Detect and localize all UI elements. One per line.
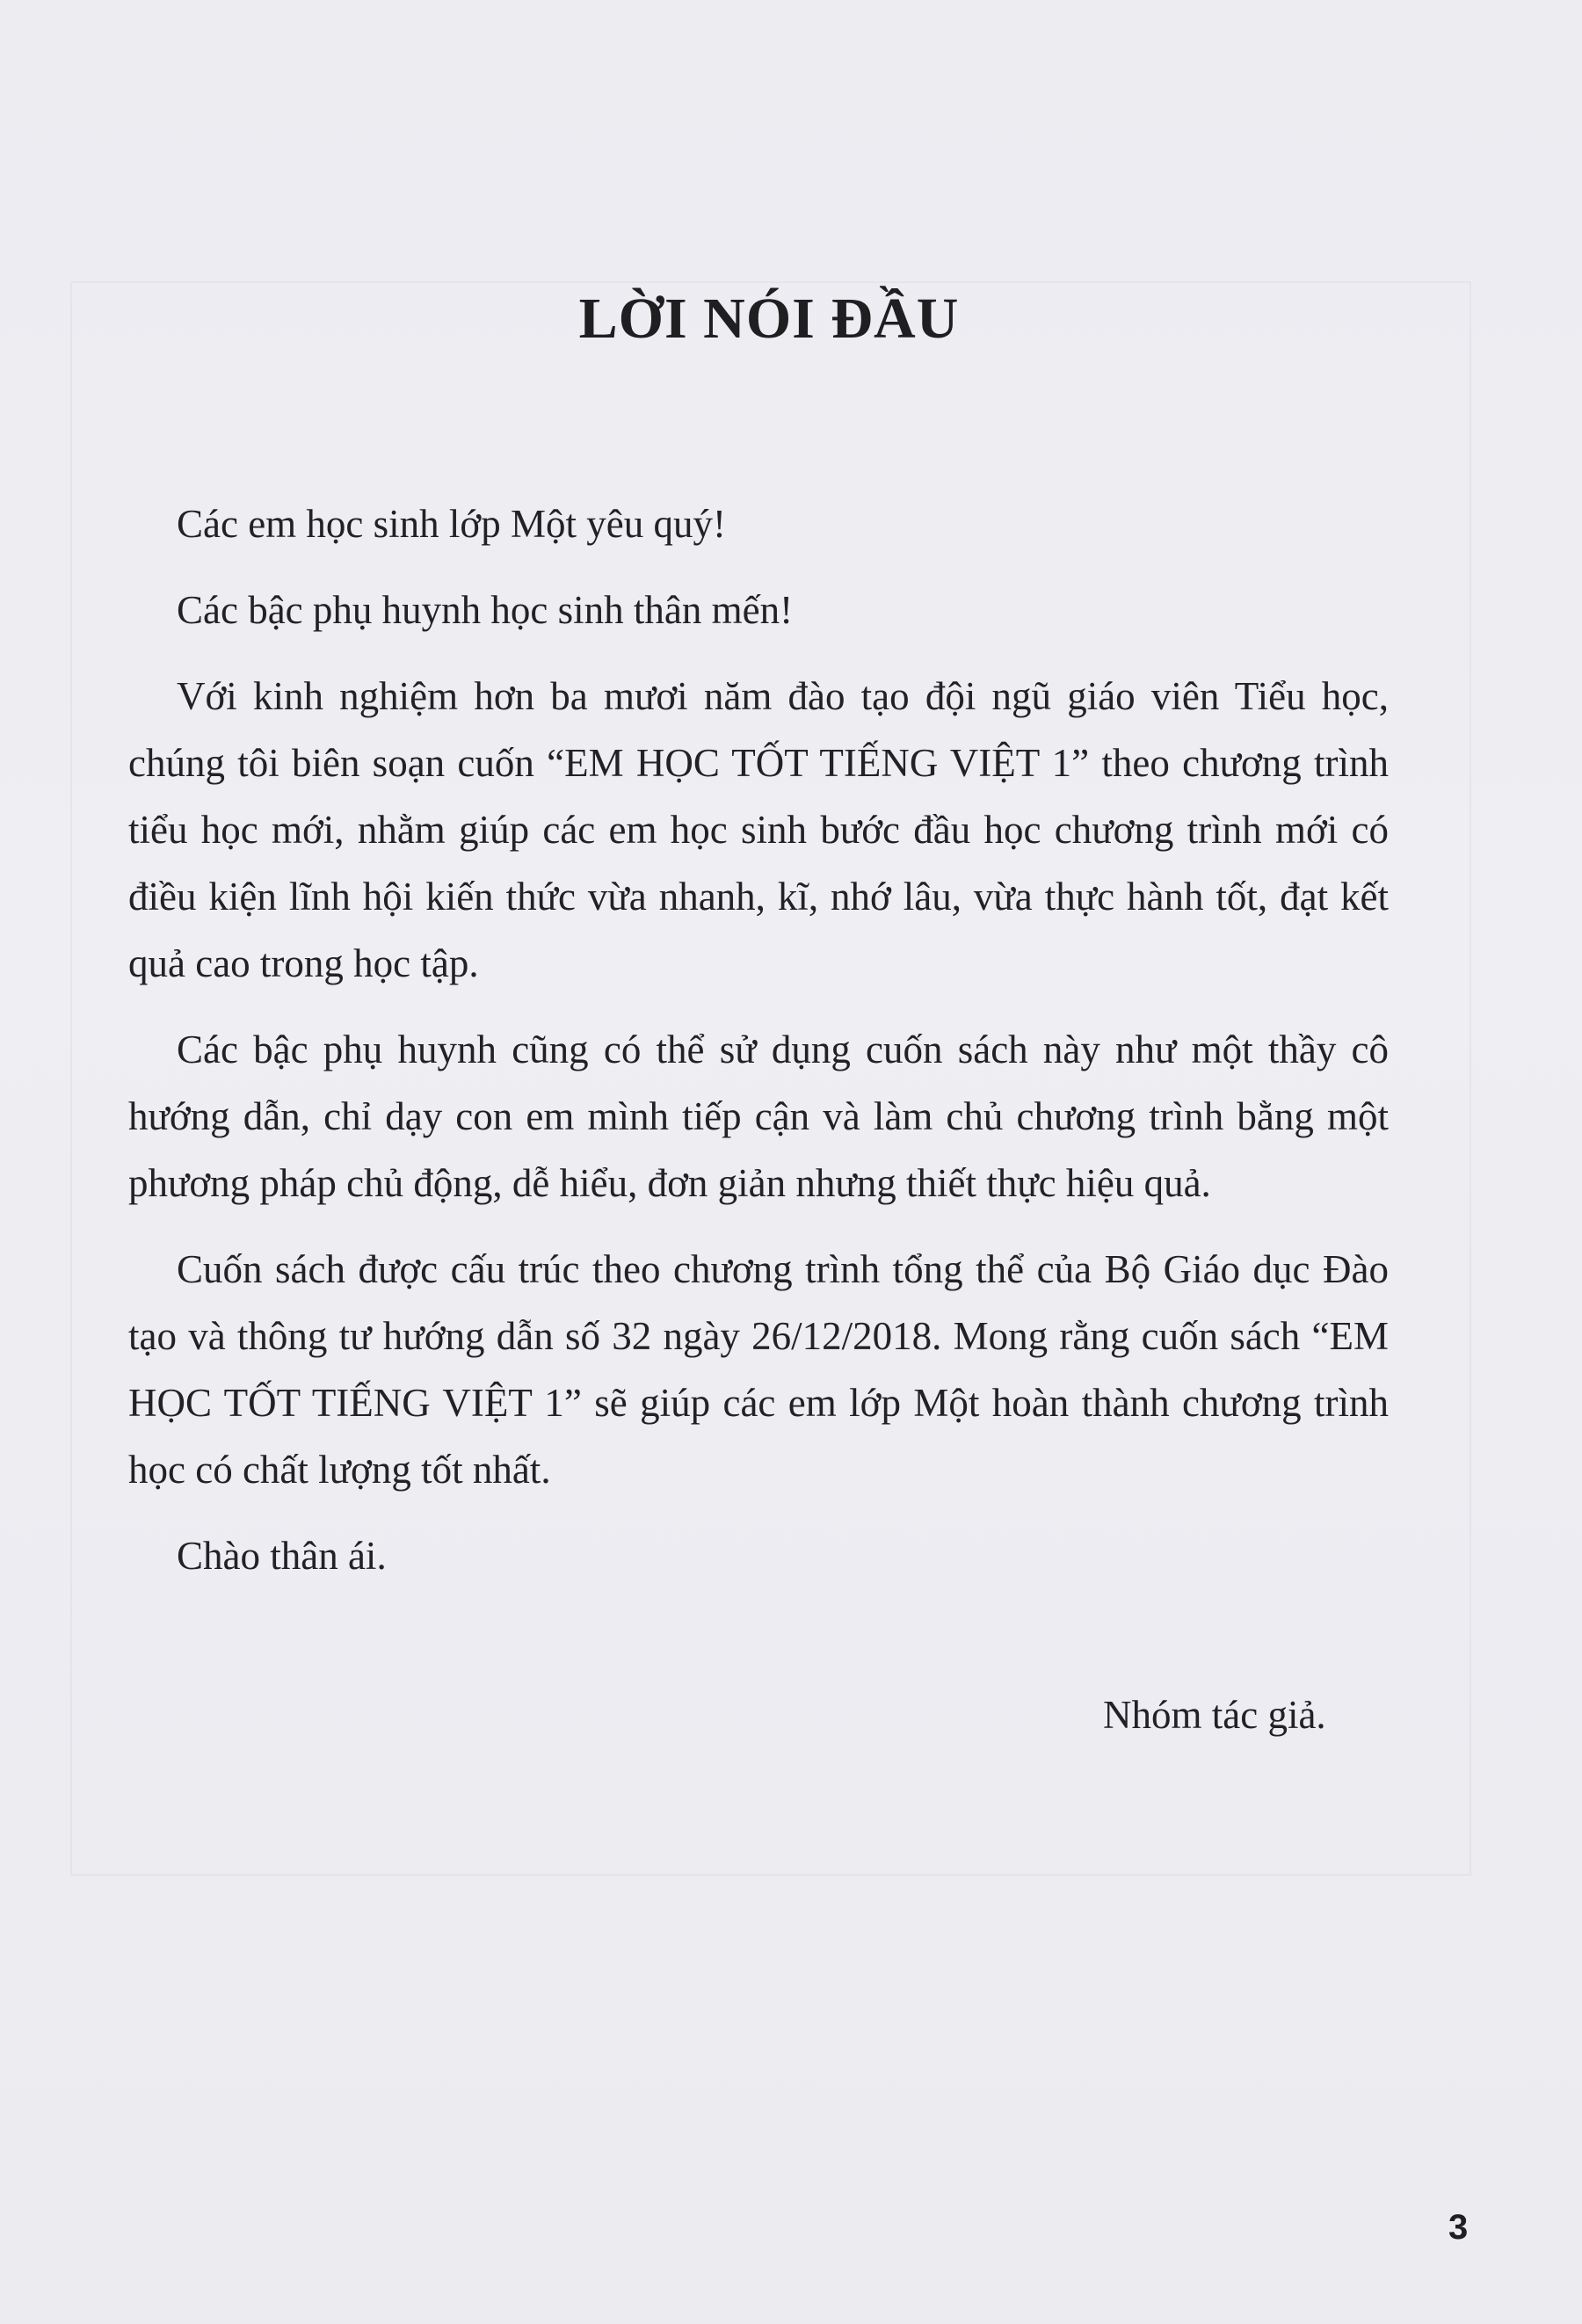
paragraph-experience: Với kinh nghiệm hơn ba mươi năm đào tạo đội ngũ giáo viên Tiểu học, chúng tôi biên soạn cuốn “EM HỌC TỐT TIẾNG VIỆT 1” theo chương trình tiểu học mới, nhằm giúp các em học sinh bước đầu học chương trình mới có điều kiện lĩnh hội kiến thức vừa nhanh, kĩ, nhớ lâu, vừa thực hành tốt, đạt kết quả cao trong học tập. [128,674,1389,985]
page-title: LỜI NÓI ĐẦU [578,287,960,351]
paragraph-parents-usage: Các bậc phụ huynh cũng có thể sử dụng cuốn sách này như một thầy cô hướng dẫn, chỉ dạy con em mình tiếp cận và làm chủ chương trình bằng một phương pháp chủ động, dễ hiểu, đơn giản nhưng thiết thực hiệu quả. [128,1028,1389,1205]
show-through-heading [0,132,1582,198]
author-signature: Nhóm tác giả. [1103,1693,1326,1737]
greeting-students: Các em học sinh lớp Một yêu quý! [177,502,726,546]
preface-body [128,490,1389,1609]
greeting-parents: Các bậc phụ huynh học sinh thân mến! [177,588,794,632]
paragraph-structure: Cuốn sách được cấu trúc theo chương trình tổng thể của Bộ Giáo dục Đào tạo và thông tư hướng dẫn số 32 ngày 26/12/2018. Mong rằng cuốn sách “EM HỌC TỐT TIẾNG VIỆT 1” sẽ giúp các em lớp Một hoàn thành chương trình học có chất lượng tốt nhất. [128,1247,1389,1492]
page-number: 3 [1448,2208,1469,2247]
closing-greeting: Chào thân ái. [177,1534,387,1578]
